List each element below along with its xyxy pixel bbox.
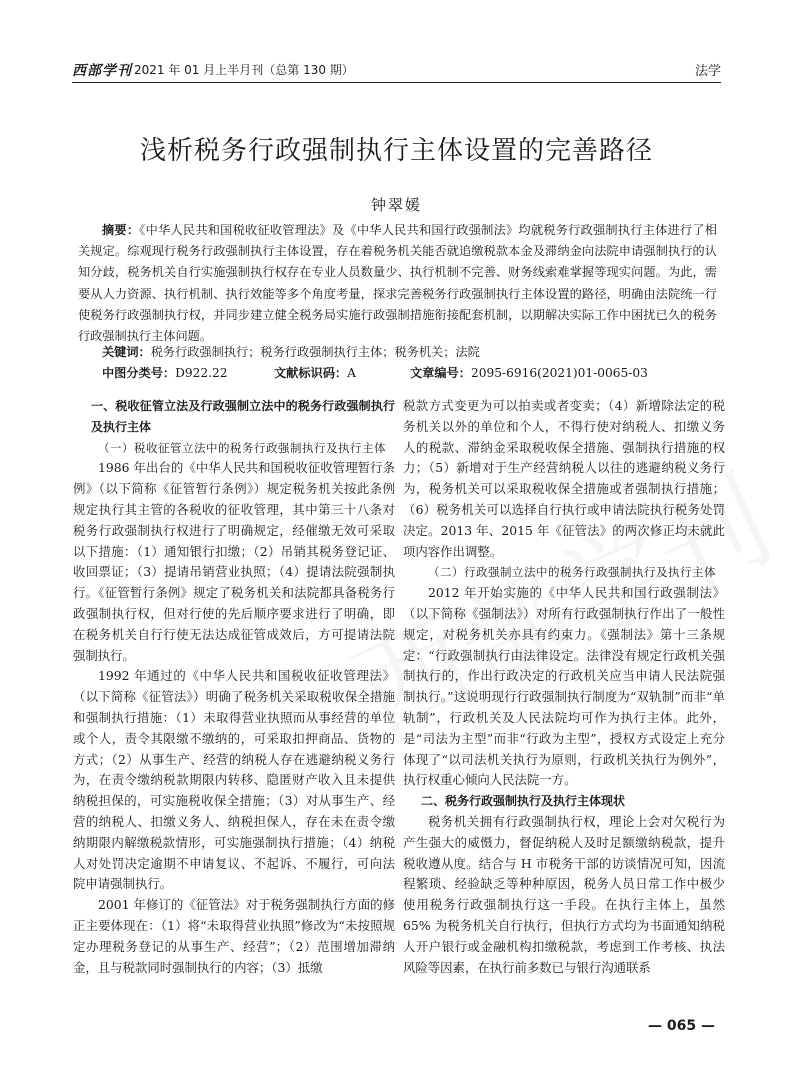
subsection-heading: （二）行政强制立法中的税务行政强制执行及执行主体 — [428, 565, 716, 580]
body-paragraph: 2012 年开始实施的《中华人民共和国行政强制法》（以下简称《强制法》）对所有行政强制执行作出了一般性规定，对税务机关亦具有约束力。《强制法》第十三条规定：“行政强制执行由法律设定。法律没有规定行政机关强制执行的，作出行政决定的行政机关应当申请人民法院强制执行。”这说明现行行政强制执行制度为“双轨制”而非“单轨制”，行政机关及人民法院均可作为执行主体。此外，是“司法为主型”而非“行政为主型”，授权方式设定上充分体现了“以司法机关执行为原则，行政机关执行为例外”，执行权重心倾向人民法院一方。 — [403, 585, 725, 788]
section-heading: 二、税务行政强制执行及执行主体现状 — [421, 794, 626, 809]
keywords-text: 税务行政强制执行；税务行政强制执行主体；税务机关；法院 — [150, 345, 480, 359]
article-value: 2095-6916(2021)01-0065-03 — [470, 366, 648, 380]
right-column — [403, 396, 725, 978]
clc-label: 中图分类号： — [102, 366, 176, 380]
keywords — [102, 343, 717, 360]
clc-value: D922.22 — [175, 366, 228, 380]
body-paragraph: 税务机关拥有行政强制执行权，理论上会对欠税行为产生强大的威慑力，督促纳税人及时足额缴纳税款，提升税收遵从度。结合与 H 市税务干部的访谈情况可知，因流程繁琐、经验缺乏等种种原因，税务人员日常工作中极少使用税务行政强制执行这一手段。在执行主体上，虽然 65% 为税务机关自行执行，但执行方式均为书面通知纳税人开户银行或金融机构扣缴税款，考虑到工作考核、执法风险等因素，在执行前多数已与银行沟通联系 — [403, 813, 725, 975]
doc-code — [274, 364, 356, 381]
issue-info: 2021 年 01 月上半月刊（总第 130 期） — [134, 63, 354, 77]
body-paragraph: 税款方式变更为可以拍卖或者变卖；（4）新增除法定的税务机关以外的单位和个人，不得行使对纳税人、扣缴义务人的税款、滞纳金采取税收保全措施、强制执行措施的权力；（5）新增对于生产经营纳税人以往的逃避纳税义务行为，税务机关可以采取税收保全措施或者强制执行措施；（6）税务机关可以选择自行执行或申请法院执行税务处罚决定。2013 年、2015 年《征管法》的两次修正均未就此项内容作出调整。 — [403, 398, 725, 559]
article-author: 钟翠媛 — [370, 196, 422, 214]
doc-label: 文献标识码： — [274, 366, 348, 380]
body-paragraph: 1992 年通过的《中华人民共和国税收征收管理法》（以下简称《征管法》）明确了税务机关采取税收保全措施和强制执行措施：（1）未取得营业执照而从事经营的单位或个人，责令其限缴不缴纳的，可采取扣押商品、货物的方式；（2）从事生产、经营的纳税人存在逃避纳税义务行为，在责令缴纳税款期限内转移、隐匿财产收入且未提供纳税担保的，可实施税收保全措施；（3）对从事生产、经营的纳税人、扣缴义务人、纳税担保人，存在未在责令缴纳期限内解缴税款情形，可实施强制执行措施；（4）纳税人对处罚决定逾期不申请复议、不起诉、不履行，可向法院申请强制执行。 — [73, 668, 395, 892]
section-label: 法学 — [694, 64, 721, 79]
abstract — [78, 220, 717, 347]
article-label: 文章编号： — [410, 366, 471, 380]
subsection-heading: （一）税收征管立法中的税务行政强制执行及执行主体 — [98, 440, 386, 455]
clc-code — [102, 364, 228, 381]
running-header — [72, 58, 721, 83]
journal-logo: 西部学刊 — [72, 63, 132, 79]
page-number: — 065 — — [648, 1018, 715, 1034]
body-paragraph: 2001 年修订的《征管法》对于税务强制执行方面的修正主要体现在：（1）将“未取得营业执照”修改为“未按照规定办理税务登记的从事生产、经营”；（2）范围增加滞纳金，且与税款同时强制执行的内容；（3）抵缴 — [73, 897, 395, 975]
doc-value: A — [347, 366, 356, 380]
section-heading: 一、税收征管立法及行政强制立法中的税务行政强制执行及执行主体 — [91, 399, 395, 434]
abstract-label: 摘要： — [102, 223, 140, 237]
left-column — [73, 396, 395, 978]
abstract-text: 《中华人民共和国税收征收管理法》及《中华人民共和国行政强制法》均就税务行政强制执行主体进行了相关规定。综观现行税务行政强制执行主体设置，存在着税务机关能否就追缴税款本金及滞纳金向法院申请强制执行的认知分歧，税务机关自行实施强制执行权存在专业人员数量少、执行机制不完善、财务线索难掌握等现实问题。为此，需要从人力资源、执行机制、执行效能等多个角度考量，探求完善税务行政强制执行主体设置的路径，明确由法院统一行使税务行政强制执行权，并同步建立健全税务局实施行政强制措施衔接配套机制，以期解决实际工作中困扰已久的税务行政强制执行主体问题。 — [78, 223, 717, 344]
article-title: 浅析税务行政强制执行主体设置的完善路径 — [139, 136, 653, 166]
body-paragraph: 1986 年出台的《中华人民共和国税收征收管理暂行条例》（以下简称《征管暂行条例》）规定税务机关按此条例规定执行其主管的各税收的征收管理，其中第三十八条对税务行政强制执行权进行了明确规定，经催缴无效可采取以下措施：（1）通知银行扣缴；（2）吊销其税务登记证、收回票证；（3）提请吊销营业执照；（4）提请法院强制执行。《征管暂行条例》规定了税务机关和法院都具备税务行政强制执行权，但对行使的先后顺序要求进行了明确，即在税务机关自行行使无法达成征管成效后，方可提请法院强制执行。 — [73, 460, 395, 663]
article-number — [410, 364, 648, 381]
keywords-label: 关键词： — [102, 345, 151, 359]
